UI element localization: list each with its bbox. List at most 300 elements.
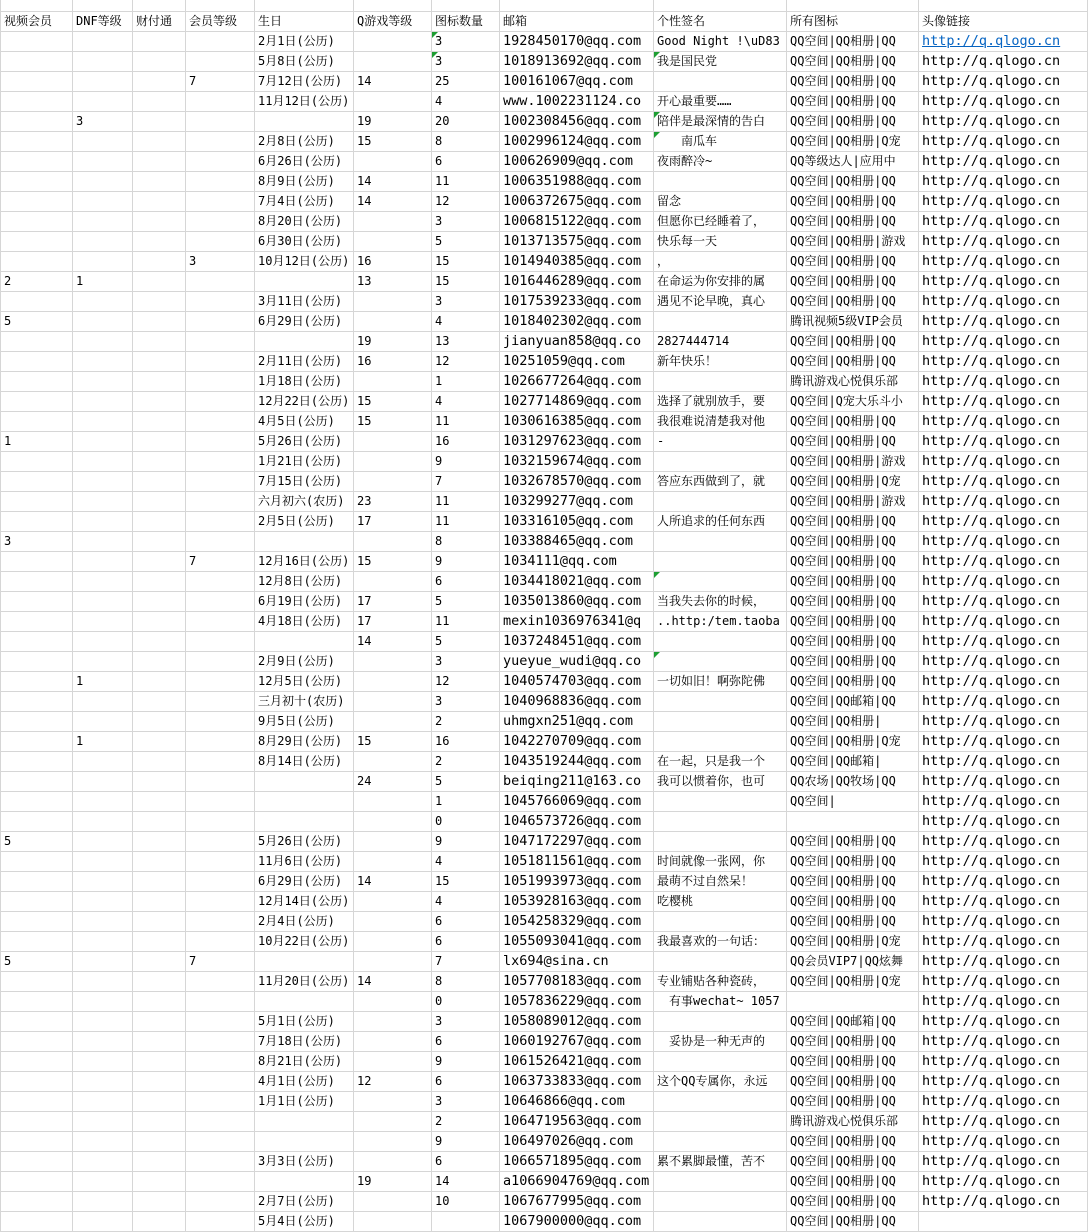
- cell-birthday[interactable]: 2月8日(公历): [255, 132, 354, 152]
- cell-avatar_link[interactable]: [919, 1212, 1088, 1232]
- cell-video_vip[interactable]: [0, 152, 73, 172]
- cell-q_game_level[interactable]: [354, 232, 432, 252]
- cell-icon_count[interactable]: 15: [432, 272, 500, 292]
- cell-birthday[interactable]: 2月9日(公历): [255, 652, 354, 672]
- cell-avatar_link[interactable]: http://q.qlogo.cn: [919, 332, 1088, 352]
- cell-email[interactable]: 1013713575@qq.com: [500, 232, 654, 252]
- cell-dnf_level[interactable]: [73, 492, 133, 512]
- cell-tenpay[interactable]: [133, 1112, 186, 1132]
- cell-q_game_level[interactable]: [354, 992, 432, 1012]
- cell-video_vip[interactable]: [0, 1112, 73, 1132]
- header-all_icons[interactable]: 所有图标: [787, 12, 919, 32]
- cell-email[interactable]: 1061526421@qq.com: [500, 1052, 654, 1072]
- cell-avatar_link[interactable]: http://q.qlogo.cn: [919, 392, 1088, 412]
- cell-dnf_level[interactable]: [73, 812, 133, 832]
- cell-q_game_level[interactable]: [354, 152, 432, 172]
- cell-q_game_level[interactable]: 15: [354, 392, 432, 412]
- cell-signature[interactable]: 快乐每一天: [654, 232, 787, 252]
- cell-all_icons[interactable]: QQ空间|QQ邮箱|QQ: [787, 692, 919, 712]
- cell-member_level[interactable]: [186, 632, 255, 652]
- cell-icon_count[interactable]: 12: [432, 672, 500, 692]
- hyperlink-avatar_link[interactable]: http://q.qlogo.cn: [919, 32, 1088, 52]
- cell-q_game_level[interactable]: [354, 832, 432, 852]
- cell-q_game_level[interactable]: 19: [354, 112, 432, 132]
- cell-signature[interactable]: [654, 492, 787, 512]
- cell-dnf_level[interactable]: [73, 452, 133, 472]
- cell-signature[interactable]: 但愿你已经睡着了，: [654, 212, 787, 232]
- cell-tenpay[interactable]: [133, 732, 186, 752]
- cell-video_vip[interactable]: [0, 552, 73, 572]
- cell-q_game_level[interactable]: [354, 692, 432, 712]
- cell-member_level[interactable]: [186, 492, 255, 512]
- cell-birthday[interactable]: [255, 112, 354, 132]
- cell-avatar_link[interactable]: http://q.qlogo.cn: [919, 212, 1088, 232]
- cell-icon_count[interactable]: 9: [432, 452, 500, 472]
- cell-dnf_level[interactable]: [73, 1192, 133, 1212]
- cell-dnf_level[interactable]: [73, 52, 133, 72]
- cell-birthday[interactable]: 7月18日(公历): [255, 1032, 354, 1052]
- cell-tenpay[interactable]: [133, 1212, 186, 1232]
- cell-signature[interactable]: [654, 652, 787, 672]
- cell-birthday[interactable]: [255, 272, 354, 292]
- cell-tenpay[interactable]: [133, 792, 186, 812]
- cell-dnf_level[interactable]: [73, 692, 133, 712]
- cell-all_icons[interactable]: QQ空间|QQ相册|Q宠: [787, 932, 919, 952]
- cell-email[interactable]: 1027714869@qq.com: [500, 392, 654, 412]
- cell-icon_count[interactable]: 4: [432, 852, 500, 872]
- cell-q_game_level[interactable]: 17: [354, 512, 432, 532]
- cell-all_icons[interactable]: QQ空间|QQ相册|QQ: [787, 32, 919, 52]
- cell-avatar_link[interactable]: http://q.qlogo.cn: [919, 112, 1088, 132]
- cell-all_icons[interactable]: QQ空间|QQ相册|游戏: [787, 492, 919, 512]
- cell-tenpay[interactable]: [133, 532, 186, 552]
- cell-birthday[interactable]: 4月5日(公历): [255, 412, 354, 432]
- cell-email[interactable]: 1053928163@qq.com: [500, 892, 654, 912]
- cell-q_game_level[interactable]: 16: [354, 352, 432, 372]
- cell-birthday[interactable]: 10月22日(公历): [255, 932, 354, 952]
- cell-q_game_level[interactable]: [354, 952, 432, 972]
- cell-avatar_link[interactable]: http://q.qlogo.cn: [919, 552, 1088, 572]
- cell-tenpay[interactable]: [133, 112, 186, 132]
- cell-email[interactable]: 1043519244@qq.com: [500, 752, 654, 772]
- cell-dnf_level[interactable]: [73, 972, 133, 992]
- cell-tenpay[interactable]: [133, 412, 186, 432]
- cell-email[interactable]: 1002308456@qq.com: [500, 112, 654, 132]
- cell-video_vip[interactable]: [0, 212, 73, 232]
- cell-member_level[interactable]: [186, 172, 255, 192]
- cell-q_game_level[interactable]: [354, 212, 432, 232]
- cell-birthday[interactable]: [255, 792, 354, 812]
- cell-email[interactable]: 1031297623@qq.com: [500, 432, 654, 452]
- cell-tenpay[interactable]: [133, 212, 186, 232]
- cell-avatar_link[interactable]: http://q.qlogo.cn: [919, 692, 1088, 712]
- cell-avatar_link[interactable]: http://q.qlogo.cn: [919, 652, 1088, 672]
- cell-signature[interactable]: 2827444714: [654, 332, 787, 352]
- cell-signature[interactable]: [654, 72, 787, 92]
- cell-avatar_link[interactable]: http://q.qlogo.cn: [919, 632, 1088, 652]
- cell-dnf_level[interactable]: [73, 332, 133, 352]
- cell-all_icons[interactable]: QQ空间|QQ相册|QQ: [787, 572, 919, 592]
- cell-video_vip[interactable]: [0, 1212, 73, 1232]
- cell-birthday[interactable]: 11月12日(公历): [255, 92, 354, 112]
- cell-avatar_link[interactable]: http://q.qlogo.cn: [919, 492, 1088, 512]
- cell-member_level[interactable]: [186, 812, 255, 832]
- header-icon_count[interactable]: 图标数量: [432, 12, 500, 32]
- cell-all_icons[interactable]: QQ空间|QQ相册|QQ: [787, 52, 919, 72]
- cell-tenpay[interactable]: [133, 472, 186, 492]
- cell-birthday[interactable]: 11月20日(公历): [255, 972, 354, 992]
- cell-q_game_level[interactable]: [354, 752, 432, 772]
- cell-birthday[interactable]: [255, 332, 354, 352]
- cell-member_level[interactable]: [186, 332, 255, 352]
- cell-video_vip[interactable]: [0, 932, 73, 952]
- cell-member_level[interactable]: [186, 792, 255, 812]
- cell-q_game_level[interactable]: [354, 1092, 432, 1112]
- cell-signature[interactable]: [654, 1212, 787, 1232]
- cell-all_icons[interactable]: QQ空间|QQ相册|QQ: [787, 412, 919, 432]
- cell-video_vip[interactable]: 5: [0, 952, 73, 972]
- cell-q_game_level[interactable]: [354, 1192, 432, 1212]
- cell-icon_count[interactable]: 11: [432, 412, 500, 432]
- header-video_vip[interactable]: 视频会员: [0, 12, 73, 32]
- cell-all_icons[interactable]: QQ空间|QQ相册|: [787, 712, 919, 732]
- cell-video_vip[interactable]: [0, 52, 73, 72]
- cell-dnf_level[interactable]: [73, 152, 133, 172]
- cell-icon_count[interactable]: 16: [432, 432, 500, 452]
- cell-dnf_level[interactable]: [73, 1012, 133, 1032]
- cell-birthday[interactable]: 12月5日(公历): [255, 672, 354, 692]
- cell-tenpay[interactable]: [133, 772, 186, 792]
- cell-video_vip[interactable]: [0, 232, 73, 252]
- cell-signature[interactable]: [654, 952, 787, 972]
- cell-all_icons[interactable]: QQ空间|QQ相册|QQ: [787, 352, 919, 372]
- cell-email[interactable]: 1030616385@qq.com: [500, 412, 654, 432]
- cell-signature[interactable]: 累不累脚最懂，苦不: [654, 1152, 787, 1172]
- cell-birthday[interactable]: [255, 772, 354, 792]
- cell-dnf_level[interactable]: [73, 752, 133, 772]
- cell-email[interactable]: 1064719563@qq.com: [500, 1112, 654, 1132]
- cell-q_game_level[interactable]: 14: [354, 192, 432, 212]
- cell-email[interactable]: 1063733833@qq.com: [500, 1072, 654, 1092]
- cell-signature[interactable]: [654, 452, 787, 472]
- cell-signature[interactable]: [654, 712, 787, 732]
- cell-q_game_level[interactable]: [354, 1052, 432, 1072]
- cell-email[interactable]: 1034418021@qq.com: [500, 572, 654, 592]
- cell-icon_count[interactable]: 5: [432, 592, 500, 612]
- cell-avatar_link[interactable]: http://q.qlogo.cn: [919, 292, 1088, 312]
- cell-avatar_link[interactable]: http://q.qlogo.cn: [919, 952, 1088, 972]
- header-q_game_level[interactable]: Q游戏等级: [354, 12, 432, 32]
- cell-email[interactable]: 1042270709@qq.com: [500, 732, 654, 752]
- cell-icon_count[interactable]: 2: [432, 1112, 500, 1132]
- cell-video_vip[interactable]: [0, 912, 73, 932]
- cell-all_icons[interactable]: QQ空间|QQ相册|QQ: [787, 432, 919, 452]
- cell-avatar_link[interactable]: http://q.qlogo.cn: [919, 712, 1088, 732]
- cell-dnf_level[interactable]: [73, 212, 133, 232]
- cell-dnf_level[interactable]: [73, 1072, 133, 1092]
- cell-all_icons[interactable]: QQ空间|QQ相册|QQ: [787, 512, 919, 532]
- cell-all_icons[interactable]: QQ空间|QQ相册|QQ: [787, 332, 919, 352]
- cell-member_level[interactable]: [186, 472, 255, 492]
- cell-avatar_link[interactable]: http://q.qlogo.cn: [919, 52, 1088, 72]
- cell-video_vip[interactable]: [0, 1172, 73, 1192]
- cell-member_level[interactable]: [186, 1192, 255, 1212]
- cell-q_game_level[interactable]: [354, 652, 432, 672]
- cell-member_level[interactable]: 3: [186, 252, 255, 272]
- cell-avatar_link[interactable]: http://q.qlogo.cn: [919, 772, 1088, 792]
- cell-q_game_level[interactable]: [354, 1132, 432, 1152]
- cell-dnf_level[interactable]: [73, 932, 133, 952]
- cell-email[interactable]: lx694@sina.cn: [500, 952, 654, 972]
- cell-signature[interactable]: 我最喜欢的一句话：: [654, 932, 787, 952]
- cell-tenpay[interactable]: [133, 1172, 186, 1192]
- cell-icon_count[interactable]: 1: [432, 372, 500, 392]
- cell-q_game_level[interactable]: [354, 532, 432, 552]
- cell-email[interactable]: 100161067@qq.com: [500, 72, 654, 92]
- cell-video_vip[interactable]: [0, 32, 73, 52]
- cell-birthday[interactable]: 5月4日(公历): [255, 1212, 354, 1232]
- cell-tenpay[interactable]: [133, 152, 186, 172]
- cell-email[interactable]: 1018913692@qq.com: [500, 52, 654, 72]
- cell-birthday[interactable]: 12月14日(公历): [255, 892, 354, 912]
- cell-birthday[interactable]: 5月26日(公历): [255, 432, 354, 452]
- cell-tenpay[interactable]: [133, 492, 186, 512]
- cell-video_vip[interactable]: [0, 372, 73, 392]
- cell-email[interactable]: 1058089012@qq.com: [500, 1012, 654, 1032]
- cell-avatar_link[interactable]: http://q.qlogo.cn: [919, 992, 1088, 1012]
- cell-tenpay[interactable]: [133, 332, 186, 352]
- cell-q_game_level[interactable]: 19: [354, 332, 432, 352]
- cell-birthday[interactable]: 6月19日(公历): [255, 592, 354, 612]
- cell-all_icons[interactable]: QQ空间|QQ相册|QQ: [787, 272, 919, 292]
- header-member_level[interactable]: 会员等级: [186, 12, 255, 32]
- cell-all_icons[interactable]: QQ空间|QQ相册|QQ: [787, 72, 919, 92]
- cell-email[interactable]: 1002996124@qq.com: [500, 132, 654, 152]
- cell-email[interactable]: 1016446289@qq.com: [500, 272, 654, 292]
- cell-all_icons[interactable]: QQ空间|QQ相册|QQ: [787, 292, 919, 312]
- cell-avatar_link[interactable]: http://q.qlogo.cn: [919, 1012, 1088, 1032]
- cell-dnf_level[interactable]: [73, 1112, 133, 1132]
- cell-email[interactable]: 1037248451@qq.com: [500, 632, 654, 652]
- cell-signature[interactable]: [654, 172, 787, 192]
- cell-email[interactable]: 1045766069@qq.com: [500, 792, 654, 812]
- cell-email[interactable]: 106497026@qq.com: [500, 1132, 654, 1152]
- cell-birthday[interactable]: 8月9日(公历): [255, 172, 354, 192]
- cell-signature[interactable]: 遇见不论早晚，真心: [654, 292, 787, 312]
- cell-signature[interactable]: 答应东西做到了，就: [654, 472, 787, 492]
- cell-member_level[interactable]: [186, 312, 255, 332]
- cell-q_game_level[interactable]: 15: [354, 412, 432, 432]
- cell-signature[interactable]: [654, 552, 787, 572]
- cell-icon_count[interactable]: 7: [432, 952, 500, 972]
- cell-icon_count[interactable]: 0: [432, 812, 500, 832]
- cell-video_vip[interactable]: [0, 92, 73, 112]
- cell-member_level[interactable]: [186, 912, 255, 932]
- cell-member_level[interactable]: [186, 52, 255, 72]
- cell-birthday[interactable]: 6月29日(公历): [255, 872, 354, 892]
- cell-all_icons[interactable]: QQ空间|QQ邮箱|: [787, 752, 919, 772]
- cell-all_icons[interactable]: QQ空间|QQ相册|QQ: [787, 1072, 919, 1092]
- cell-email[interactable]: 1006351988@qq.com: [500, 172, 654, 192]
- cell-icon_count[interactable]: 2: [432, 752, 500, 772]
- cell-member_level[interactable]: [186, 292, 255, 312]
- cell-icon_count[interactable]: 9: [432, 832, 500, 852]
- cell-q_game_level[interactable]: 17: [354, 612, 432, 632]
- cell-all_icons[interactable]: QQ空间|QQ相册|QQ: [787, 872, 919, 892]
- cell-member_level[interactable]: [186, 1212, 255, 1232]
- cell-video_vip[interactable]: [0, 992, 73, 1012]
- cell-email[interactable]: 1040968836@qq.com: [500, 692, 654, 712]
- cell-tenpay[interactable]: [133, 812, 186, 832]
- cell-email[interactable]: beiqing211@163.co: [500, 772, 654, 792]
- cell-q_game_level[interactable]: [354, 1032, 432, 1052]
- cell-q_game_level[interactable]: 16: [354, 252, 432, 272]
- cell-dnf_level[interactable]: [73, 352, 133, 372]
- cell-member_level[interactable]: [186, 1032, 255, 1052]
- cell-dnf_level[interactable]: 1: [73, 272, 133, 292]
- cell-birthday[interactable]: 1月18日(公历): [255, 372, 354, 392]
- cell-signature[interactable]: [654, 572, 787, 592]
- cell-signature[interactable]: [654, 1192, 787, 1212]
- cell-email[interactable]: 1017539233@qq.com: [500, 292, 654, 312]
- cell-member_level[interactable]: [186, 372, 255, 392]
- cell-tenpay[interactable]: [133, 1192, 186, 1212]
- cell-birthday[interactable]: [255, 812, 354, 832]
- cell-dnf_level[interactable]: [73, 172, 133, 192]
- cell-avatar_link[interactable]: http://q.qlogo.cn: [919, 932, 1088, 952]
- cell-q_game_level[interactable]: [354, 452, 432, 472]
- cell-signature[interactable]: [654, 1012, 787, 1032]
- cell-member_level[interactable]: [186, 1052, 255, 1072]
- cell-all_icons[interactable]: QQ空间|: [787, 792, 919, 812]
- cell-signature[interactable]: 陪伴是最深情的告白: [654, 112, 787, 132]
- cell-signature[interactable]: 选择了就别放手，要: [654, 392, 787, 412]
- cell-video_vip[interactable]: [0, 652, 73, 672]
- cell-all_icons[interactable]: QQ空间|QQ相册|QQ: [787, 592, 919, 612]
- cell-tenpay[interactable]: [133, 912, 186, 932]
- cell-signature[interactable]: [654, 732, 787, 752]
- cell-icon_count[interactable]: 0: [432, 992, 500, 1012]
- cell-q_game_level[interactable]: 14: [354, 632, 432, 652]
- cell-tenpay[interactable]: [133, 592, 186, 612]
- cell-video_vip[interactable]: [0, 712, 73, 732]
- cell-signature[interactable]: 在一起，只是我一个: [654, 752, 787, 772]
- cell-q_game_level[interactable]: 15: [354, 732, 432, 752]
- cell-dnf_level[interactable]: [73, 592, 133, 612]
- cell-birthday[interactable]: [255, 1172, 354, 1192]
- cell-all_icons[interactable]: QQ空间|QQ相册|QQ: [787, 1192, 919, 1212]
- cell-dnf_level[interactable]: [73, 712, 133, 732]
- cell-avatar_link[interactable]: http://q.qlogo.cn: [919, 152, 1088, 172]
- cell-member_level[interactable]: 7: [186, 552, 255, 572]
- cell-video_vip[interactable]: [0, 352, 73, 372]
- cell-q_game_level[interactable]: [354, 92, 432, 112]
- cell-tenpay[interactable]: [133, 172, 186, 192]
- cell-tenpay[interactable]: [133, 252, 186, 272]
- cell-member_level[interactable]: [186, 1112, 255, 1132]
- cell-signature[interactable]: [654, 912, 787, 932]
- cell-q_game_level[interactable]: 14: [354, 872, 432, 892]
- cell-birthday[interactable]: 2月5日(公历): [255, 512, 354, 532]
- cell-email[interactable]: 1006372675@qq.com: [500, 192, 654, 212]
- cell-tenpay[interactable]: [133, 612, 186, 632]
- cell-email[interactable]: 1066571895@qq.com: [500, 1152, 654, 1172]
- cell-signature[interactable]: 有事wechat~ 1057: [654, 992, 787, 1012]
- cell-video_vip[interactable]: 5: [0, 312, 73, 332]
- cell-video_vip[interactable]: [0, 1152, 73, 1172]
- cell-birthday[interactable]: 三月初十(农历): [255, 692, 354, 712]
- cell-tenpay[interactable]: [133, 652, 186, 672]
- cell-all_icons[interactable]: QQ空间|QQ相册|游戏: [787, 452, 919, 472]
- cell-video_vip[interactable]: 1: [0, 432, 73, 452]
- cell-q_game_level[interactable]: [354, 672, 432, 692]
- cell-email[interactable]: 1067900000@qq.com: [500, 1212, 654, 1232]
- cell-birthday[interactable]: [255, 952, 354, 972]
- cell-avatar_link[interactable]: http://q.qlogo.cn: [919, 432, 1088, 452]
- cell-member_level[interactable]: [186, 432, 255, 452]
- cell-birthday[interactable]: 9月5日(公历): [255, 712, 354, 732]
- cell-tenpay[interactable]: [133, 292, 186, 312]
- cell-signature[interactable]: 人所追求的任何东西: [654, 512, 787, 532]
- cell-avatar_link[interactable]: http://q.qlogo.cn: [919, 1192, 1088, 1212]
- cell-q_game_level[interactable]: 19: [354, 1172, 432, 1192]
- cell-member_level[interactable]: [186, 512, 255, 532]
- cell-member_level[interactable]: [186, 772, 255, 792]
- cell-tenpay[interactable]: [133, 572, 186, 592]
- cell-avatar_link[interactable]: http://q.qlogo.cn: [919, 272, 1088, 292]
- cell-icon_count[interactable]: [432, 1212, 500, 1232]
- cell-member_level[interactable]: [186, 392, 255, 412]
- cell-email[interactable]: 103388465@qq.com: [500, 532, 654, 552]
- cell-dnf_level[interactable]: [73, 92, 133, 112]
- cell-member_level[interactable]: [186, 672, 255, 692]
- cell-member_level[interactable]: [186, 412, 255, 432]
- cell-video_vip[interactable]: [0, 1072, 73, 1092]
- cell-dnf_level[interactable]: [73, 512, 133, 532]
- cell-signature[interactable]: [654, 1132, 787, 1152]
- cell-video_vip[interactable]: [0, 332, 73, 352]
- cell-avatar_link[interactable]: http://q.qlogo.cn: [919, 312, 1088, 332]
- cell-icon_count[interactable]: 12: [432, 192, 500, 212]
- cell-birthday[interactable]: 2月1日(公历): [255, 32, 354, 52]
- cell-icon_count[interactable]: 9: [432, 1132, 500, 1152]
- cell-all_icons[interactable]: 腾讯游戏心悦俱乐部: [787, 372, 919, 392]
- cell-signature[interactable]: 新年快乐！: [654, 352, 787, 372]
- cell-email[interactable]: 1051811561@qq.com: [500, 852, 654, 872]
- cell-dnf_level[interactable]: [73, 892, 133, 912]
- cell-q_game_level[interactable]: [354, 572, 432, 592]
- cell-signature[interactable]: [654, 632, 787, 652]
- cell-all_icons[interactable]: QQ农场|QQ牧场|QQ: [787, 772, 919, 792]
- cell-member_level[interactable]: [186, 92, 255, 112]
- cell-birthday[interactable]: 2月7日(公历): [255, 1192, 354, 1212]
- cell-dnf_level[interactable]: [73, 532, 133, 552]
- cell-avatar_link[interactable]: http://q.qlogo.cn: [919, 172, 1088, 192]
- cell-q_game_level[interactable]: [354, 1112, 432, 1132]
- cell-signature[interactable]: [654, 832, 787, 852]
- cell-tenpay[interactable]: [133, 1152, 186, 1172]
- cell-icon_count[interactable]: 6: [432, 572, 500, 592]
- cell-all_icons[interactable]: QQ等级达人|应用中: [787, 152, 919, 172]
- cell-birthday[interactable]: [255, 632, 354, 652]
- cell-birthday[interactable]: 10月12日(公历): [255, 252, 354, 272]
- cell-email[interactable]: a1066904769@qq.com: [500, 1172, 654, 1192]
- cell-avatar_link[interactable]: http://q.qlogo.cn: [919, 372, 1088, 392]
- cell-birthday[interactable]: 7月4日(公历): [255, 192, 354, 212]
- cell-birthday[interactable]: 2月11日(公历): [255, 352, 354, 372]
- cell-q_game_level[interactable]: 12: [354, 1072, 432, 1092]
- cell-dnf_level[interactable]: [73, 1212, 133, 1232]
